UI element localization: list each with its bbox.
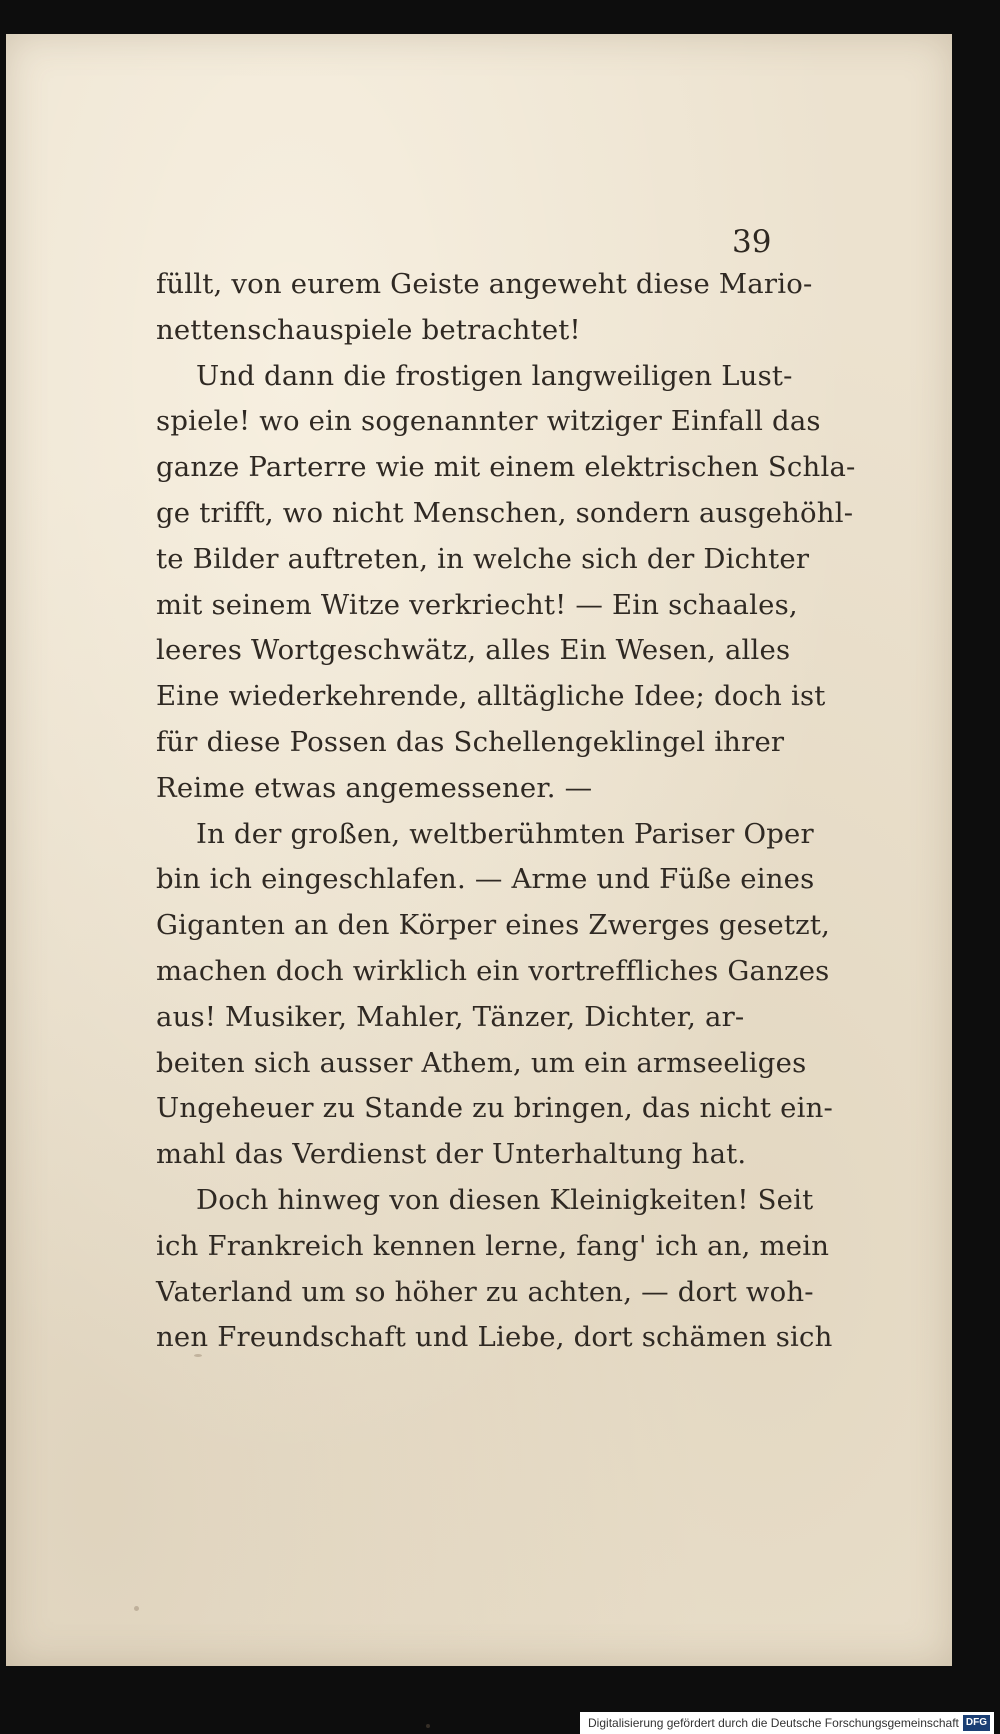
text-line: bin ich eingeschlafen. — Arme und Füße eines	[156, 863, 815, 896]
text-line: mit seinem Witze verkriecht! — Ein schaales,	[156, 588, 798, 621]
text-line: beiten sich ausser Athem, um ein armseeliges	[156, 1046, 807, 1079]
text-line: nen Freundschaft und Liebe, dort schämen sich	[156, 1321, 833, 1354]
text-line: spiele! wo ein sogenannter witziger Einfall das	[156, 405, 821, 438]
body-text	[156, 262, 856, 1361]
credit-text: Digitalisierung gefördert durch die Deutsche Forschungsgemeinschaft	[588, 1716, 959, 1730]
text-line: ganze Parterre wie mit einem elektrischen Schla-	[156, 451, 856, 484]
paper-speck	[426, 1724, 430, 1728]
text-line: mahl das Verdienst der Unterhaltung hat.	[156, 1138, 747, 1171]
text-line: aus! Musiker, Mahler, Tänzer, Dichter, ar-	[156, 1000, 745, 1033]
page-number: 39	[732, 224, 772, 260]
book-page	[6, 34, 952, 1666]
text-line: ich Frankreich kennen lerne, fang' ich an, mein	[156, 1229, 830, 1262]
text-line: te Bilder auftreten, in welche sich der Dichter	[156, 542, 810, 575]
paper-speck	[134, 1606, 139, 1611]
text-line: Reime etwas angemessener. —	[156, 771, 593, 804]
text-line: In der großen, weltberühmten Pariser Oper	[196, 817, 814, 850]
text-line: Eine wiederkehrende, alltägliche Idee; doch ist	[156, 680, 826, 713]
text-line: Doch hinweg von diesen Kleinigkeiten! Seit	[196, 1183, 814, 1216]
text-line: ge trifft, wo nicht Menschen, sondern ausgehöhl-	[156, 496, 854, 529]
text-line: für diese Possen das Schellengeklingel ihrer	[156, 725, 785, 758]
dfg-logo: DFG	[963, 1715, 990, 1731]
text-line: Giganten an den Körper eines Zwerges gesetzt,	[156, 909, 831, 942]
text-line: Und dann die frostigen langweiligen Lust-	[196, 359, 793, 392]
digitization-credit	[580, 1712, 994, 1734]
text-line: leeres Wortgeschwätz, alles Ein Wesen, alles	[156, 634, 791, 667]
text-line: nettenschauspiele betrachtet!	[156, 313, 581, 346]
text-line: Ungeheuer zu Stande zu bringen, das nicht ein-	[156, 1092, 833, 1125]
text-line: füllt, von eurem Geiste angeweht diese Mario-	[156, 268, 813, 300]
text-line: machen doch wirklich ein vortreffliches Ganzes	[156, 954, 830, 987]
text-line: Vaterland um so höher zu achten, — dort woh-	[156, 1275, 814, 1308]
